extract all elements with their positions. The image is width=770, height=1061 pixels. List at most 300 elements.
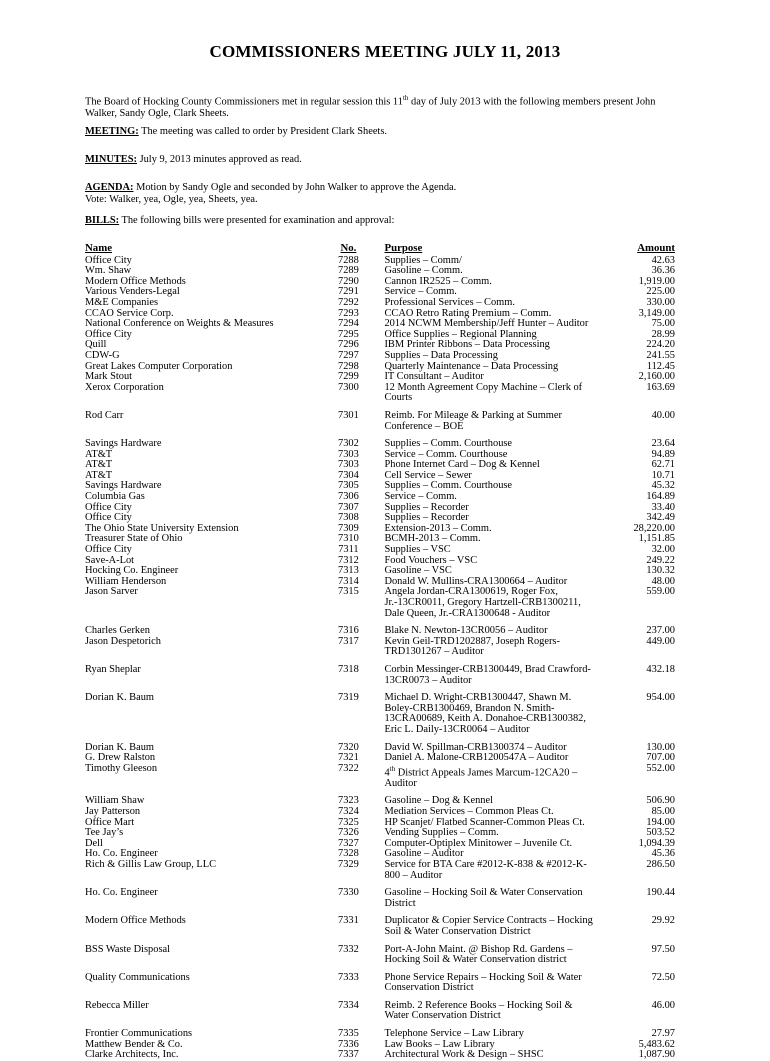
bill-name: Office Mart [85, 816, 135, 828]
cell-spacer [374, 938, 382, 966]
cell-spacer [374, 994, 382, 1022]
bill-amount: 3,149.00 [638, 307, 675, 319]
cell-spacer [374, 658, 382, 686]
bill-purpose: Daniel A. Malone-CRB1200547A – Auditor [384, 752, 569, 764]
minutes-text: July 9, 2013 minutes approved as read. [136, 154, 302, 165]
cell-spacer [374, 637, 382, 658]
cell-spacer [374, 460, 382, 471]
bill-purpose: Gasoline – Hocking Soil & Water Conservation District [384, 887, 583, 909]
bill-number: 7336 [338, 1038, 359, 1050]
bill-purpose: Supplies – Comm. Courthouse [384, 438, 513, 450]
bill-amount: 27.97 [651, 1028, 675, 1040]
bill-amount: 45.36 [651, 848, 675, 860]
bill-purpose: Supplies – Data Processing [384, 349, 498, 361]
bill-amount: 225.00 [646, 286, 675, 298]
cell-spacer [374, 266, 382, 277]
bill-name: Rebecca Miller [85, 999, 149, 1011]
bill-name: William Henderson [85, 575, 167, 587]
bill-number: 7295 [338, 328, 359, 340]
bill-purpose: Mediation Services – Common Pleas Ct. [384, 805, 554, 817]
bill-name: Dell [85, 837, 103, 849]
bill-purpose: Supplies – VSC [384, 544, 451, 556]
bill-name: BSS Waste Disposal [85, 943, 170, 955]
bill-purpose: Cell Service – Sewer [384, 469, 472, 481]
bill-purpose: Supplies – Comm/ [384, 254, 462, 266]
bill-number: 7329 [338, 858, 359, 870]
bill-name: Rich & Gillis Law Group, LLC [85, 858, 217, 870]
bill-name: AT&T [85, 448, 113, 460]
bill-name: Office City [85, 544, 132, 556]
bill-purpose: IBM Printer Ribbons – Data Processing [384, 339, 550, 351]
table-row [83, 351, 677, 362]
header-purpose: Purpose [384, 242, 423, 254]
table-row [83, 432, 677, 450]
table-row [83, 481, 677, 492]
bill-name: Ryan Sheplar [85, 663, 141, 675]
bill-number: 7328 [338, 848, 359, 860]
bill-number: 7293 [338, 307, 359, 319]
bill-name: Various Venders-Legal [85, 286, 180, 298]
cell-spacer [374, 340, 382, 351]
bill-name: Clarke Architects, Inc. [85, 1049, 179, 1061]
cell-spacer [374, 736, 382, 754]
bill-purpose: Architectural Work & Design – SHSC [384, 1049, 544, 1061]
bill-number: 7294 [338, 318, 359, 330]
table-row [83, 545, 677, 556]
bill-amount: 29.92 [651, 915, 675, 927]
bill-name: Columbia Gas [85, 491, 145, 503]
bill-amount: 85.00 [651, 805, 675, 817]
page-title: COMMISSIONERS MEETING JULY 11, 2013 [209, 42, 561, 61]
bill-amount: 190.44 [646, 887, 675, 899]
table-row [83, 460, 677, 471]
bill-name: Treasurer State of Ohio [85, 533, 183, 545]
bill-amount: 342.49 [646, 512, 675, 524]
agenda-text: Motion by Sandy Ogle and seconded by John Walker to approve the Agenda. [133, 182, 457, 193]
bill-name: Frontier Communications [85, 1028, 193, 1040]
bills-text: The following bills were presented for examination and approval: [119, 215, 395, 226]
ordinal-superscript: th [389, 764, 396, 773]
cell-spacer [374, 1050, 382, 1061]
bill-amount: 32.00 [651, 544, 675, 556]
bill-amount: 164.89 [646, 491, 675, 503]
bill-purpose: Gasoline – Auditor [384, 848, 464, 860]
bill-number: 7327 [338, 837, 359, 849]
bill-number: 7297 [338, 349, 359, 361]
bill-number: 7304 [338, 469, 359, 481]
table-row [83, 881, 677, 909]
cell-spacer [374, 577, 382, 588]
table-row [83, 994, 677, 1022]
bill-number: 7291 [338, 286, 359, 298]
cell-spacer [374, 839, 382, 850]
bill-purpose: Kevin Geil-TRD1202887, Joseph Rogers-TRD1301267 – Auditor [384, 635, 560, 658]
bill-amount: 28.99 [651, 328, 675, 340]
table-row [83, 492, 677, 503]
bill-name: Hocking Co. Engineer [85, 565, 179, 577]
header-amount: Amount [637, 242, 675, 254]
table-row [83, 909, 677, 937]
agenda-vote: Vote: Walker, yea, Ogle, yea, Sheets, yea. [85, 193, 258, 205]
bill-purpose: Service for BTA Care #2012-K-838 & #2012-K-800 – Auditor [384, 858, 587, 881]
bill-number: 7288 [338, 254, 359, 266]
table-row [83, 828, 677, 839]
bill-number: 7323 [338, 795, 359, 807]
bill-amount: 241.55 [646, 349, 675, 361]
bill-purpose: Vending Supplies – Comm. [384, 827, 499, 839]
header-spacer [374, 243, 382, 256]
intro-text-after: day of July 2013 with the following members present John Walker, Sandy Ogle, Clark Sheets. [85, 96, 656, 120]
bill-name: Office City [85, 501, 132, 513]
bill-amount: 48.00 [651, 575, 675, 587]
bill-number: 7324 [338, 805, 359, 817]
table-row [83, 1022, 677, 1040]
bill-purpose: Donald W. Mullins-CRA1300664 – Auditor [384, 575, 568, 587]
bill-purpose: CCAO Retro Rating Premium – Comm. [384, 307, 552, 319]
table-row [83, 404, 677, 432]
bill-name: CCAO Service Corp. [85, 307, 174, 319]
bill-name: G. Drew Ralston [85, 752, 156, 764]
bill-amount: 23.64 [651, 438, 675, 450]
table-row [83, 383, 677, 404]
bill-number: 7303 [338, 448, 359, 460]
bill-number: 7299 [338, 371, 359, 383]
bill-name: Quill [85, 339, 107, 351]
bill-amount: 28,220.00 [633, 522, 675, 534]
bill-number: 7319 [338, 692, 359, 704]
bill-name: AT&T [85, 459, 113, 471]
minutes-paragraph [85, 154, 685, 166]
bill-number: 7335 [338, 1028, 359, 1040]
bills-label: BILLS: [85, 215, 120, 226]
bill-amount: 1,919.00 [638, 275, 675, 287]
bills-paragraph [85, 215, 685, 227]
bill-name: Save-A-Lot [85, 554, 135, 566]
bill-number: 7309 [338, 522, 359, 534]
cell-spacer [374, 256, 382, 267]
bill-name: Office City [85, 512, 132, 524]
header-no: No. [340, 242, 357, 254]
cell-spacer [374, 566, 382, 577]
bill-name: Dorian K. Baum [85, 692, 154, 704]
cell-spacer [374, 1040, 382, 1051]
bill-name: Jason Sarver [85, 586, 138, 598]
bill-purpose: Gasoline – VSC [384, 565, 452, 577]
cell-spacer [374, 471, 382, 482]
bill-name: Tee Jay’s [85, 827, 124, 839]
bill-amount: 194.00 [646, 816, 675, 828]
bill-amount: 130.32 [646, 565, 675, 577]
bill-amount: 552.00 [646, 762, 675, 774]
table-row [83, 637, 677, 658]
bill-amount: 1,087.90 [638, 1049, 675, 1061]
cell-spacer [374, 450, 382, 461]
cell-spacer [374, 524, 382, 535]
cell-spacer [374, 753, 382, 764]
bill-purpose: Gasoline – Dog & Kennel [384, 795, 493, 807]
bill-purpose: BCMH-2013 – Comm. [384, 533, 481, 545]
bill-number: 7313 [338, 565, 359, 577]
bill-number: 7330 [338, 887, 359, 899]
bill-purpose: Extension-2013 – Comm. [384, 522, 492, 534]
bill-purpose: Office Supplies – Regional Planning [384, 328, 537, 340]
table-row [83, 686, 677, 735]
bill-number: 7337 [338, 1049, 359, 1061]
header-name: Name [85, 242, 112, 254]
minutes-label: MINUTES: [85, 154, 137, 165]
bill-number: 7325 [338, 816, 359, 828]
bill-amount: 449.00 [646, 635, 675, 647]
bill-amount: 62.71 [651, 459, 675, 471]
bill-name: Timothy Gleeson [85, 762, 158, 774]
table-row [83, 789, 677, 807]
table-row [83, 839, 677, 850]
bill-amount: 97.50 [651, 943, 675, 955]
bill-number: 7312 [338, 554, 359, 566]
table-row [83, 534, 677, 545]
bill-name: Savings Hardware [85, 438, 162, 450]
bill-name: The Ohio State University Extension [85, 522, 239, 534]
bill-amount: 75.00 [651, 318, 675, 330]
bills-table [83, 243, 677, 1061]
bill-number: 7320 [338, 741, 359, 753]
bill-purpose: Michael D. Wright-CRB1300447, Shawn M. Boley-CRB1300469, Brandon N. Smith-13CRA00689, Keith A. Donahoe-CRB1300382, Eric L. Daily-13CR0064 – Auditor [384, 692, 586, 735]
cell-spacer [374, 319, 382, 330]
bill-number: 7308 [338, 512, 359, 524]
cell-spacer [374, 432, 382, 450]
table-row [83, 1050, 677, 1061]
cell-spacer [374, 556, 382, 567]
bill-amount: 72.50 [651, 971, 675, 983]
bill-number: 7307 [338, 501, 359, 513]
bill-amount: 46.00 [651, 999, 675, 1011]
table-row [83, 807, 677, 818]
cell-spacer [374, 881, 382, 909]
bill-purpose: Supplies – Recorder [384, 512, 469, 524]
cell-spacer [374, 534, 382, 545]
cell-spacer [374, 309, 382, 320]
bill-number: 7289 [338, 265, 359, 277]
cell-spacer [374, 849, 382, 860]
meeting-label: MEETING: [85, 126, 139, 137]
intro-text-before: The Board of Hocking County Commissioners met in regular session this 11 [85, 96, 403, 108]
agenda-paragraph [85, 182, 685, 205]
bill-purpose: Supplies – Recorder [384, 501, 469, 513]
bill-name: Modern Office Methods [85, 915, 186, 927]
bill-number: 7303 [338, 459, 359, 471]
bill-number: 7298 [338, 360, 359, 372]
cell-spacer [374, 362, 382, 373]
table-row [83, 818, 677, 829]
cell-spacer [374, 351, 382, 362]
bill-number: 7316 [338, 625, 359, 637]
cell-spacer [374, 587, 382, 619]
table-row [83, 764, 677, 790]
bill-name: Jason Despetorich [85, 635, 161, 647]
table-row [83, 340, 677, 351]
cell-spacer [374, 404, 382, 432]
bill-purpose: Professional Services – Comm. [384, 296, 515, 308]
cell-spacer [374, 909, 382, 937]
table-row [83, 658, 677, 686]
bill-amount: 1,151.85 [638, 533, 675, 545]
cell-spacer [374, 1022, 382, 1040]
bill-name: Ho. Co. Engineer [85, 848, 158, 860]
bill-name: Matthew Bender & Co. [85, 1038, 183, 1050]
bill-amount: 42.63 [651, 254, 675, 266]
bill-purpose: Law Books – Law Library [384, 1038, 495, 1050]
cell-spacer [374, 764, 382, 790]
bill-number: 7302 [338, 438, 359, 450]
bill-amount: 5,483.62 [638, 1038, 675, 1050]
bill-purpose: Phone Service Repairs – Hocking Soil & Water Conservation District [384, 971, 582, 994]
bill-name: M&E Companies [85, 296, 159, 308]
table-row [83, 938, 677, 966]
table-row [83, 298, 677, 309]
bill-purpose: Supplies – Comm. Courthouse [384, 480, 513, 492]
bill-purpose: David W. Spillman-CRB1300374 – Auditor [384, 741, 567, 753]
bill-amount: 286.50 [646, 858, 675, 870]
bill-number: 7332 [338, 943, 359, 955]
bill-purpose: Duplicator & Copier Service Contracts – Hocking Soil & Water Conservation District [384, 915, 593, 937]
bill-number: 7326 [338, 827, 359, 839]
bill-purpose: Quarterly Maintenance – Data Processing [384, 360, 559, 372]
bill-name: Great Lakes Computer Corporation [85, 360, 233, 372]
bills-table-body [83, 256, 677, 1061]
bill-name: Dorian K. Baum [85, 741, 154, 753]
bill-purpose: Computer-Optiplex Minitower – Juvenile Ct. [384, 837, 573, 849]
bill-amount: 45.32 [651, 480, 675, 492]
bill-amount: 130.00 [646, 741, 675, 753]
bills-table-header [83, 243, 677, 256]
bill-number: 7317 [338, 635, 359, 647]
table-row [83, 471, 677, 482]
table-row [83, 1040, 677, 1051]
cell-spacer [374, 298, 382, 309]
bill-amount: 94.89 [651, 448, 675, 460]
table-row [83, 330, 677, 341]
cell-spacer [374, 287, 382, 298]
bill-amount: 40.00 [651, 409, 675, 421]
bill-name: CDW-G [85, 349, 120, 361]
bill-name: Ho. Co. Engineer [85, 887, 158, 899]
bill-amount: 112.45 [646, 360, 675, 372]
bill-amount: 707.00 [646, 752, 675, 764]
bill-purpose: Service – Comm. [384, 491, 457, 503]
bill-amount: 10.71 [651, 469, 675, 481]
bill-purpose: IT Consultant – Auditor [384, 371, 484, 383]
bill-name: Jay Patterson [85, 805, 141, 817]
bill-purpose: 4th District Appeals James Marcum-12CA20 – Auditor [384, 764, 578, 789]
cell-spacer [374, 277, 382, 288]
cell-spacer [374, 492, 382, 503]
bill-purpose: 2014 NCWM Membership/Jeff Hunter – Auditor [384, 318, 589, 330]
bill-purpose: Food Vouchers – VSC [384, 554, 478, 566]
bill-number: 7292 [338, 296, 359, 308]
bill-name: Quality Communications [85, 971, 190, 983]
table-row [83, 450, 677, 461]
bill-amount: 559.00 [646, 586, 675, 598]
bill-name: Modern Office Methods [85, 275, 186, 287]
intro-superscript: th [402, 94, 409, 102]
cell-spacer [374, 372, 382, 383]
bill-number: 7333 [338, 971, 359, 983]
bill-number: 7318 [338, 663, 359, 675]
cell-spacer [374, 807, 382, 818]
bill-number: 7322 [338, 762, 359, 774]
cell-spacer [374, 481, 382, 492]
cell-spacer [374, 789, 382, 807]
table-row [83, 577, 677, 588]
bill-purpose: Cannon IR2525 – Comm. [384, 275, 492, 287]
table-row [83, 372, 677, 383]
bill-number: 7331 [338, 915, 359, 927]
bill-amount: 224.20 [646, 339, 675, 351]
cell-spacer [374, 330, 382, 341]
cell-spacer [374, 860, 382, 881]
bill-number: 7314 [338, 575, 359, 587]
bill-name: Wm. Shaw [85, 265, 132, 277]
agenda-label: AGENDA: [85, 182, 134, 193]
table-row [83, 256, 677, 267]
table-row [83, 503, 677, 514]
bill-number: 7315 [338, 586, 359, 598]
bill-purpose: Telephone Service – Law Library [384, 1028, 524, 1040]
cell-spacer [374, 545, 382, 556]
intro-paragraph [85, 93, 685, 120]
bill-number: 7296 [338, 339, 359, 351]
bill-name: AT&T [85, 469, 113, 481]
bill-purpose: Service – Comm. Courthouse [384, 448, 508, 460]
bill-purpose: Reimb. 2 Reference Books – Hocking Soil & Water Conservation District [384, 999, 573, 1022]
bill-purpose: Phone Internet Card – Dog & Kennel [384, 459, 540, 471]
table-row [83, 619, 677, 637]
table-row [83, 566, 677, 577]
bill-number: 7311 [338, 544, 359, 556]
bill-name: Savings Hardware [85, 480, 162, 492]
bill-amount: 237.00 [646, 625, 675, 637]
bill-number: 7321 [338, 752, 359, 764]
cell-spacer [374, 828, 382, 839]
table-row [83, 736, 677, 754]
cell-spacer [374, 503, 382, 514]
bill-name: Mark Stout [85, 371, 133, 383]
bill-amount: 506.90 [646, 795, 675, 807]
table-row [83, 966, 677, 994]
bill-amount: 2,160.00 [638, 371, 675, 383]
bill-amount: 1,094.39 [638, 837, 675, 849]
cell-spacer [374, 686, 382, 735]
bill-name: Office City [85, 328, 132, 340]
bill-name: William Shaw [85, 795, 145, 807]
bill-purpose: HP Scanjet/ Flatbed Scanner-Common Pleas Ct. [384, 816, 585, 828]
meeting-text: The meeting was called to order by President Clark Sheets. [138, 126, 387, 137]
bill-name: Charles Gerken [85, 625, 150, 637]
bill-purpose: Reimb. For Mileage & Parking at Summer Conference – BOE [384, 409, 562, 432]
bill-number: 7301 [338, 409, 359, 421]
bill-purpose: Angela Jordan-CRA1300619, Roger Fox, Jr.-13CR0011, Gregory Hartzell-CRB1300211, Dale Queen, Jr.-CRA1300648 - Auditor [384, 586, 581, 619]
cell-spacer [374, 818, 382, 829]
table-row [83, 319, 677, 330]
table-row [83, 753, 677, 764]
bill-purpose: Gasoline – Comm. [384, 265, 463, 277]
bill-number: 7290 [338, 275, 359, 287]
bill-amount: 330.00 [646, 296, 675, 308]
bill-number: 7310 [338, 533, 359, 545]
table-row [83, 362, 677, 373]
bill-number: 7305 [338, 480, 359, 492]
bill-name: National Conference on Weights & Measures [85, 318, 274, 330]
